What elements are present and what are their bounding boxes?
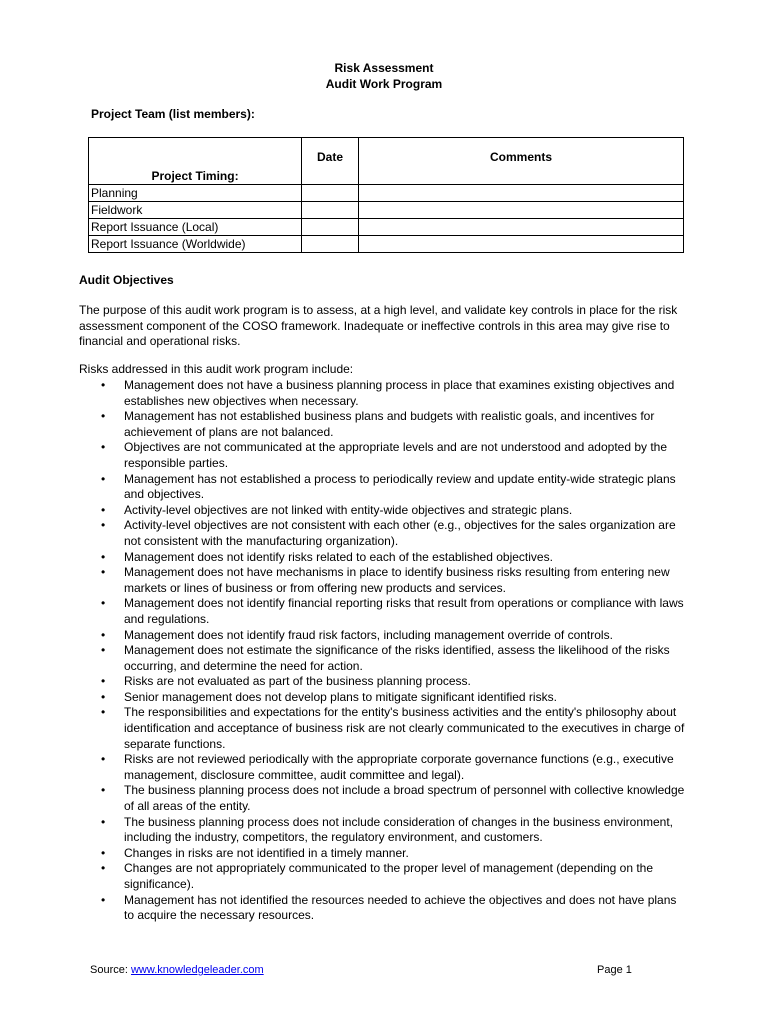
list-item [79,596,689,627]
list-item [79,409,689,440]
risk-text: Activity-level objectives are not consistent with each other (e.g., objectives for the sales organization are not consistent with the manufacturing organization). [124,518,676,548]
bullet-icon: • [101,845,106,860]
risk-text: Risks are not evaluated as part of the business planning process. [124,674,471,689]
bullet-icon: • [101,596,106,611]
bullet-icon: • [101,440,106,455]
bullet-icon: • [101,783,106,798]
source-link[interactable]: www.knowledgeleader.com [130,964,264,976]
bullet-icon: • [101,705,106,720]
header-comments: Comments [359,138,684,185]
purpose-paragraph: The purpose of this audit work program is to assess, at a high level, and validate key controls in place for the risk assessment component of the COSO framework. Inadequate or ineffective controls in this area may give rise to financial and operational risks. [79,303,678,348]
date-cell[interactable] [302,202,359,219]
list-item [79,783,689,814]
bullet-icon: • [101,378,106,392]
bullet-icon: • [101,471,106,486]
list-item [79,815,689,846]
risk-text: Management has not established business plans and budgets with realistic goals, and incentives for achievement of plans are not balanced. [124,409,655,439]
risk-text: Management does not have a business planning process in place that examines existing objectives and establishes new objectives when necessary. [124,378,675,408]
risk-text: Management has not established a process to periodically review and update entity-wide strategic plans and objectives. [124,471,676,502]
list-item [79,690,689,706]
risk-text: Management does not have mechanisms in place to identify business risks resulting from entering new markets or lines of business or from offering new products and services. [124,565,670,595]
bullet-icon: • [101,674,106,689]
risk-text: The business planning process does not include consideration of changes in the business environment, including the industry, competitors, the regulatory environment, and customers. [124,814,674,845]
risk-list [79,378,689,924]
list-item [79,518,689,549]
bullet-icon: • [101,518,106,533]
header-date: Date [302,138,359,185]
timing-phase-cell: Planning [89,185,302,202]
list-item [79,503,689,519]
bullet-icon: • [101,409,106,424]
project-timing-table [88,137,684,253]
date-cell[interactable] [302,185,359,202]
document-title: Risk Assessment [334,61,434,75]
timing-phase-cell: Fieldwork [89,202,302,219]
risk-text: Changes are not appropriately communicated to the proper level of management (depending on the significance). [124,861,654,891]
bullet-icon: • [101,752,106,767]
bullet-icon: • [101,814,106,829]
list-item [79,893,689,924]
risk-text: Activity-level objectives are not linked with entity-wide objectives and strategic plans. [124,502,573,517]
bullet-icon: • [101,892,106,907]
risk-text: The business planning process does not include a broad spectrum of personnel with collective knowledge of all areas of the entity. [124,783,685,814]
comments-cell[interactable] [359,185,684,202]
list-item [79,674,689,690]
risk-text: Objectives are not communicated at the appropriate levels and are not understood and adopted by the responsible parties. [124,440,668,470]
source-label: Source: [90,964,128,976]
list-item [79,440,689,471]
header-project-timing: Project Timing: [89,138,302,185]
bullet-icon: • [101,643,106,658]
project-team-label: Project Team (list members): [91,107,255,121]
risk-text: Management does not identify fraud risk factors, including management override of controls. [124,627,613,642]
table-row [89,202,684,219]
footer-source [90,964,264,976]
bullet-icon: • [101,549,106,564]
list-item [79,565,689,596]
bullet-icon: • [101,502,106,517]
list-item [79,378,689,409]
table-row [89,219,684,236]
list-item [79,705,689,752]
risk-text: Management does not identify risks related to each of the established objectives. [124,549,553,564]
risk-text: Management does not identify financial reporting risks that result from operations or compliance with laws and regulations. [124,596,684,626]
risk-text: Risks are not reviewed periodically with the appropriate corporate governance functions (e.g., executive management, disclosure committee, audit committee and legal). [124,752,674,782]
comments-cell[interactable] [359,219,684,236]
bullet-icon: • [101,627,106,642]
table-header-row [89,138,684,185]
comments-cell[interactable] [359,202,684,219]
list-item [79,846,689,862]
list-item [79,861,689,892]
table-row [89,236,684,253]
list-item [79,472,689,503]
list-item [79,643,689,674]
bullet-icon: • [101,861,106,876]
list-item [79,628,689,644]
list-item [79,752,689,783]
risk-text: Changes in risks are not identified in a timely manner. [124,845,409,860]
timing-phase-cell: Report Issuance (Local) [89,219,302,236]
bullet-icon: • [101,689,106,704]
date-cell[interactable] [302,236,359,253]
comments-cell[interactable] [359,236,684,253]
risk-text: The responsibilities and expectations for the entity's business activities and the entity's philosophy about identification and acceptance of business risk are not clearly communicated to the executives in charge of separate functions. [124,705,685,751]
bullet-icon: • [101,565,106,580]
date-cell[interactable] [302,219,359,236]
list-item [79,550,689,566]
risk-text: Management has not identified the resources needed to achieve the objectives and does not have plans to acquire the necessary resources. [124,892,677,923]
timing-phase-cell: Report Issuance (Worldwide) [89,236,302,253]
document-subtitle: Audit Work Program [325,77,443,91]
page-number: Page 1 [597,964,632,976]
audit-objectives-heading: Audit Objectives [79,273,174,287]
table-row [89,185,684,202]
risks-intro: Risks addressed in this audit work program include: [79,362,354,376]
risk-text: Management does not estimate the significance of the risks identified, assess the likelihood of the risks occurring, and determine the need for action. [124,643,670,673]
risk-text: Senior management does not develop plans to mitigate significant identified risks. [124,689,557,704]
